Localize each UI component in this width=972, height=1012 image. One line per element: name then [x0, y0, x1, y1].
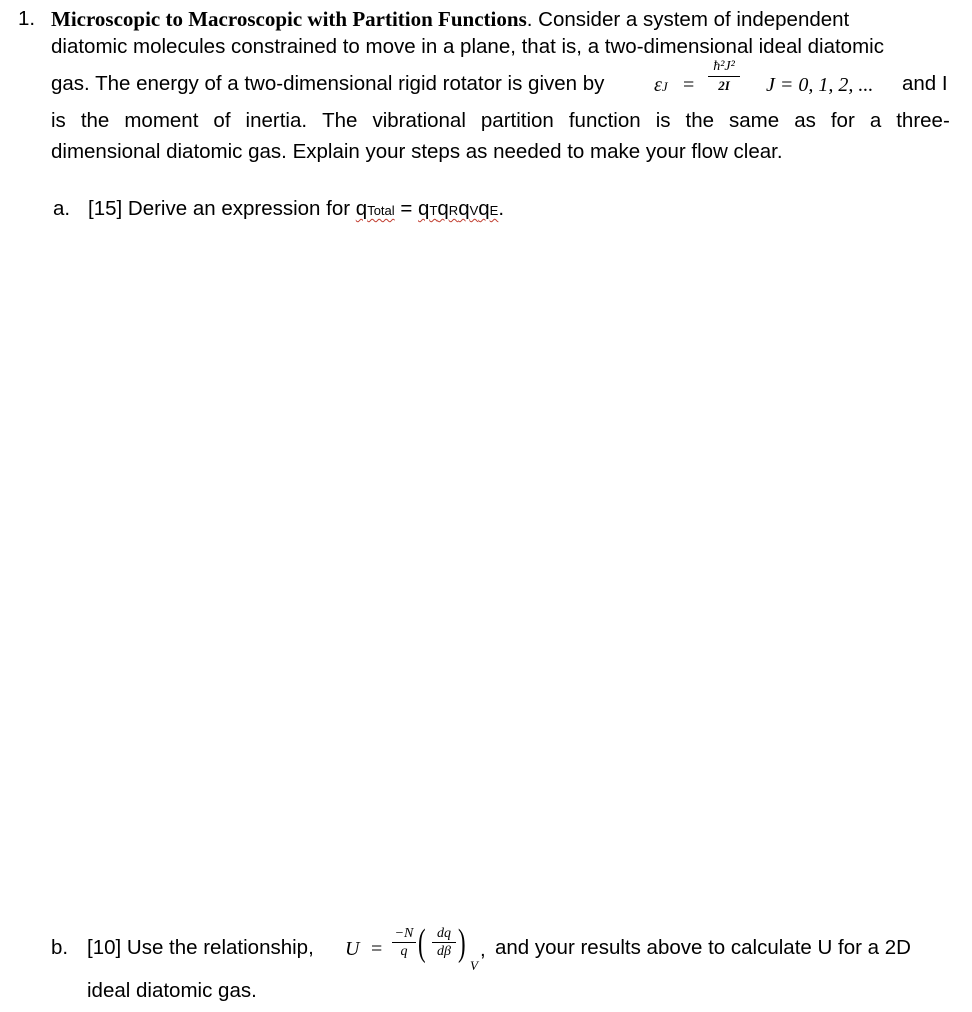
q-total: qTotal — [355, 197, 395, 220]
fraction-numerator: dq — [437, 926, 451, 941]
question-line-2: diatomic molecules constrained to move in a plane, that is, a two-dimensional ideal diatomic — [51, 35, 884, 58]
part-a-label: a. — [53, 197, 71, 220]
epsilon-symbol: ε — [654, 74, 662, 96]
word: partition — [480, 109, 554, 132]
word: function — [568, 109, 641, 132]
subscript-v: V — [470, 958, 478, 973]
epsilon-subscript: J — [661, 79, 668, 94]
question-line-1 — [51, 7, 849, 32]
question-title: Microscopic to Macroscopic with Partition Functions — [51, 7, 527, 31]
fraction-denominator: q — [400, 944, 408, 959]
question-number: 1. — [18, 7, 36, 30]
energy-equals: = — [683, 74, 695, 96]
word: a — [869, 109, 882, 132]
left-paren: ( — [418, 922, 426, 964]
question-line-4 — [51, 109, 950, 133]
question-intro: . Consider a system of independent — [526, 8, 850, 31]
energy-symbol — [654, 73, 668, 99]
part-a-period: . — [498, 197, 505, 220]
dq-dbeta-fraction — [430, 925, 458, 960]
word: the — [685, 109, 715, 132]
q-product: qTqRqVqE — [418, 197, 499, 220]
neg-n-over-q-fraction — [390, 925, 418, 960]
word: three- — [896, 109, 950, 132]
word: inertia. — [245, 109, 308, 132]
part-b-line-2: ideal diatomic gas. — [87, 979, 257, 1002]
fraction-numerator: ħ²J² — [713, 59, 735, 74]
word: of — [213, 109, 231, 132]
part-b-comma: , — [480, 938, 486, 961]
part-b-label: b. — [51, 936, 69, 959]
word: moment — [124, 109, 199, 132]
part-a-text: [15] Derive an expression for — [88, 197, 351, 220]
word: is — [51, 109, 66, 132]
right-paren: ) — [458, 922, 466, 964]
word: the — [80, 109, 110, 132]
word: is — [655, 109, 671, 132]
fraction-denominator: 2I — [718, 78, 730, 93]
u-symbol: U — [345, 938, 360, 960]
word: for — [830, 109, 855, 132]
j-values: J = 0, 1, 2, ... — [766, 74, 874, 96]
part-a-line — [88, 197, 504, 223]
fraction-numerator: −N — [394, 926, 414, 941]
question-line-5: dimensional diatomic gas. Explain your steps as needed to make your flow clear. — [51, 140, 783, 163]
part-b-text-rest: and your results above to calculate U for a 2D — [495, 936, 911, 959]
word: vibrational — [372, 109, 466, 132]
word: same — [729, 109, 780, 132]
fraction-denominator: dβ — [437, 944, 451, 959]
part-b-text: [10] Use the relationship, — [87, 936, 314, 959]
word: The — [322, 109, 358, 132]
u-equals: = — [371, 938, 383, 960]
word: as — [794, 109, 816, 132]
question-line-3-end: and I — [902, 72, 948, 95]
part-a-equals: = — [394, 197, 419, 220]
energy-fraction — [706, 58, 742, 94]
question-line-3: gas. The energy of a two-dimensional rigid rotator is given by — [51, 72, 605, 95]
